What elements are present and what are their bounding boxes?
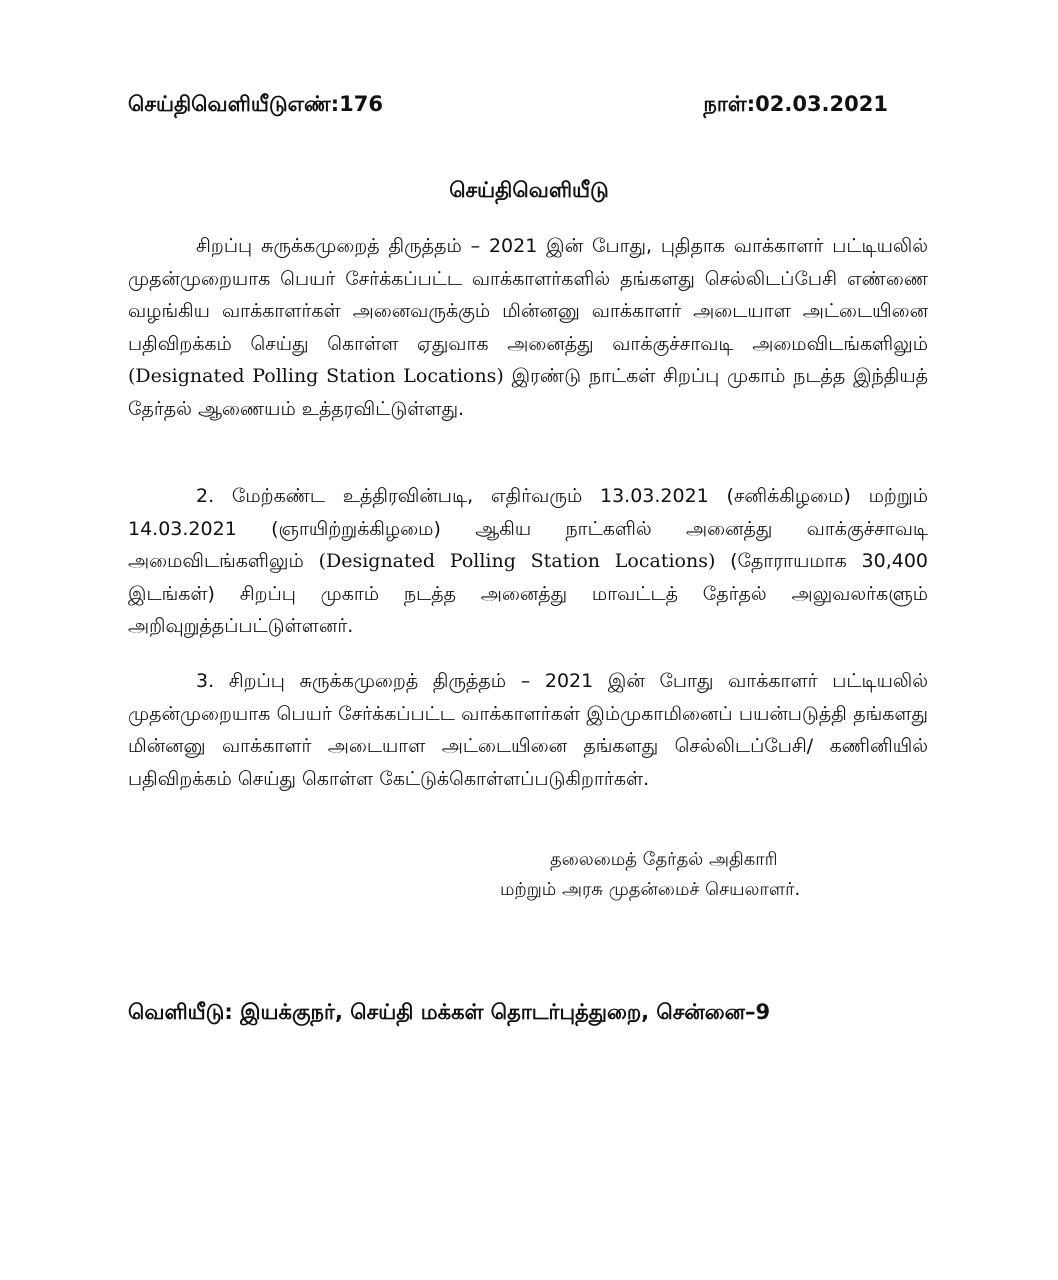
header-row bbox=[128, 92, 888, 119]
signature-designation: மற்றும் அரசு முதன்மைச் செயலாளர். bbox=[500, 879, 801, 900]
paragraph-1-text-start: சிறப்பு சுருக்கமுறைத் திருத்தம் – 2021 இன் போது, புதிதாக வாக்காளர் பட்டியலில் முதன்முறையாக பெயர் சேர்க்கப்பட்ட வாக்காளர்களில் தங்களது செல்லிடப்பேசி எண்ணை வழங்கிய வாக்காளர்கள் அனைவருக்கும் மின்னனு வாக்காளர் அடையாள அட்டையினை பதிவிறக்கம் செய்து கொள்ள ஏதுவாக அனைத்து வாக்குச்சாவடி அமைவிடங்களிலும் bbox=[128, 235, 928, 355]
release-number: செய்திவெளியீடுஎண்:176 bbox=[128, 92, 383, 116]
publisher-footer: வெளியீடு: இயக்குநர், செய்தி மக்கள் தொடர்புத்துறை, சென்னை–9 bbox=[128, 1000, 771, 1024]
paragraph-1-text-end: இரண்டு நாட்கள் சிறப்பு முகாம் நடத்த இந்தியத் தேர்தல் ஆணையம் உத்தரவிட்டுள்ளது. bbox=[128, 365, 928, 420]
signature-title: தலைமைத் தேர்தல் அதிகாரி bbox=[550, 849, 778, 870]
paragraph-2 bbox=[128, 480, 928, 643]
paragraph-3 bbox=[128, 665, 928, 795]
paragraph-3-text: 3. சிறப்பு சுருக்கமுறைத் திருத்தம் – 2021 இன் போது வாக்காளர் பட்டியலில் முதன்முறையாக பெயர் சேர்க்கப்பட்ட வாக்காளர்கள் இம்முகாமினைப் பயன்படுத்தி தங்களது மின்னனு வாக்காளர் அடையாள அட்டையினை தங்களது செல்லிடப்பேசி/ கணினியில் பதிவிறக்கம் செய்து கொள்ள கேட்டுக்கொள்ளப்படுகிறார்கள். bbox=[128, 670, 928, 790]
paragraph-1-english-term: (Designated Polling Station Locations) bbox=[128, 365, 504, 387]
signature-block bbox=[500, 845, 880, 905]
paragraph-1 bbox=[128, 230, 928, 425]
paragraph-2-english-term: (Designated Polling Station Locations) bbox=[318, 550, 716, 572]
paragraph-2-text-end: (தோராயமாக 30,400 இடங்கள்) சிறப்பு முகாம் நடத்த அனைத்து மாவட்டத் தேர்தல் அலுவலர்களும் அறிவுறுத்தப்பட்டுள்ளனர். bbox=[128, 550, 928, 637]
document-title: செய்திவெளியீடு bbox=[449, 178, 609, 202]
paragraph-2-text-start: 2. மேற்கண்ட உத்திரவின்படி, எதிர்வரும் 13.03.2021 (சனிக்கிழமை) மற்றும் 14.03.2021 (ஞாயிற்றுக்கிழமை) ஆகிய நாட்களில் அனைத்து வாக்குச்சாவடி அமைவிடங்களிலும் bbox=[128, 485, 928, 572]
release-date: நாள்:02.03.2021 bbox=[703, 92, 888, 116]
